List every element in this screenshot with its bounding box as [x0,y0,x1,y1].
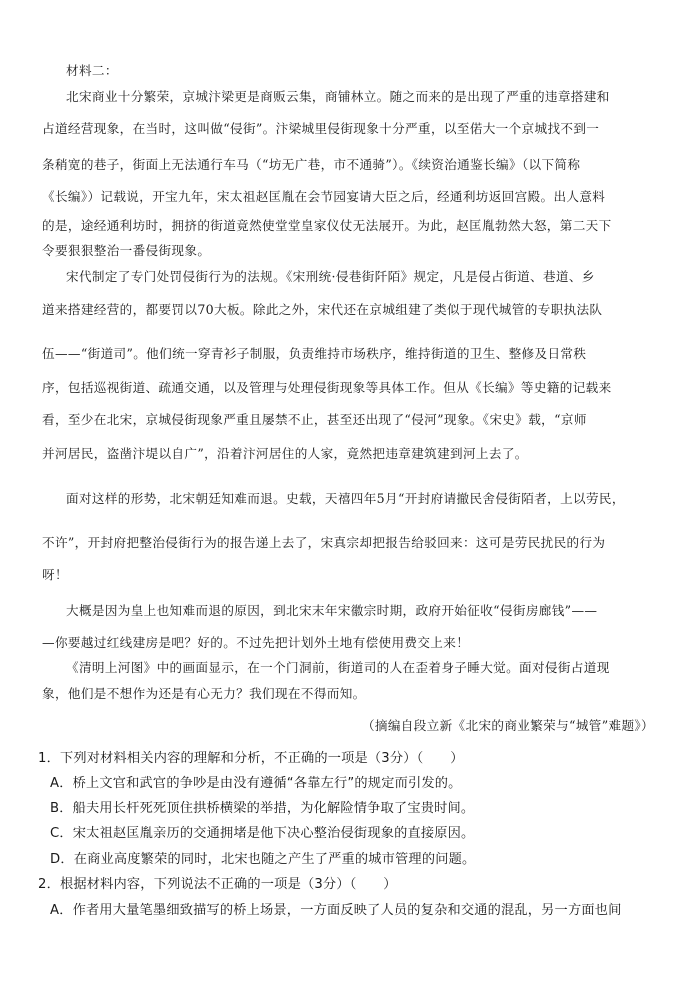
paragraph-2-line-6: 并河居民，盗凿汴堤以自广”，沿着汴河居住的人家，竟然把违章建筑建到河上去了。 [42,446,528,461]
paragraph-2-line-4: 序，包括巡视街道、疏通交通，以及管理与处理侵街现象等具体工作。但从《长编》等史籍的记载来 [42,380,612,395]
paragraph-1-line-4: 《长编》）记载说，开宝九年，宋太祖赵匡胤在会节园宴请大臣之后，经通利坊返回宫殿。出人意料 [42,189,606,204]
paragraph-2-line-3: 伍——“街道司”。他们统一穿青衫子制服，负责维持市场秩序，维持街道的卫生、整修及日常秩 [42,346,587,361]
paragraph-5-line-2: 象，他们是不想作为还是有心无力？我们现在不得而知。 [42,686,366,701]
paragraph-3-line-1: 面对这样的形势，北宋朝廷知难而退。史载，天禧四年5月“开封府请撤民舍侵街陌者，上以劳民， [66,491,625,506]
paragraph-3-line-2: 不许”，开封府把整治侵街行为的报告递上去了，宋真宗却把报告给驳回来：这可是劳民扰民的行为 [42,535,606,550]
material-label: 材料二： [66,63,118,78]
paragraph-1-line-6: 令要狠狠整治一番侵街现象。 [42,243,211,258]
question-1-option-c: C．宋太祖赵匡胤亲历的交通拥堵是他下决心整治侵街现象的直接原因。 [50,826,475,841]
question-1-option-d: D．在商业高度繁荣的同时，北宋也随之产生了严重的城市管理的问题。 [50,852,476,867]
paragraph-1-line-3: 条稍宽的巷子，街面上无法通行车马（“坊无广巷，市不通骑”）。《续资治通鉴长编》（以下简称 [42,157,581,172]
paragraph-4-line-2: —你要越过红线建房是吧？好的。不过先把计划外土地有偿使用费交上来！ [42,635,470,650]
question-1-stem: 1．下列对材料相关内容的理解和分析，不正确的一项是（3分）（ ） [38,751,464,766]
question-1-option-a: A．桥上文官和武官的争吵是由没有遵循“各靠左行”的规定而引发的。 [50,776,462,791]
question-2-stem: 2．根据材料内容，下列说法不正确的一项是（3分）（ ） [38,877,397,892]
paragraph-2-line-1: 宋代制定了专门处罚侵街行为的法规。《宋刑统·侵巷街阡陌》规定，凡是侵占街道、巷道、乡 [66,269,595,284]
paragraph-2-line-2: 道来搭建经营的，都要罚以70大板。除此之外，宋代还在京城组建了类似于现代城管的专职执法队 [42,302,603,317]
paragraph-1-line-2: 占道经营现象，在当时，这叫做“侵街”。汴梁城里侵街现象十分严重，以至偌大一个京城找不到一 [42,121,600,136]
paragraph-1-line-1: 北宋商业十分繁荣，京城汴梁更是商贩云集，商铺林立。随之而来的是出现了严重的违章搭建和 [66,89,610,104]
question-1-option-b: B．船夫用长杆死死顶住拱桥横梁的举措，为化解险情争取了宝贵时间。 [50,801,475,816]
paragraph-4-line-1: 大概是因为皇上也知难而退的原因，到北宋末年宋徽宗时期，政府开始征收“侵街房廊钱”—— [66,603,598,618]
source-note: （摘编自段立新《北宋的商业繁荣与“城管”难题》） [361,718,654,733]
paragraph-3-line-3: 呀！ [42,567,68,582]
question-2-option-a: A．作者用大量笔墨细致描写的桥上场景，一方面反映了人员的复杂和交通的混乱，另一方面也间 [50,903,622,918]
paragraph-5-line-1: 《清明上河图》中的画面显示，在一个门洞前，街道司的人在歪着身子睡大觉。面对侵街占道现 [66,660,610,675]
paragraph-1-line-5: 的是，途经通利坊时，拥挤的街道竟然使堂堂皇家仪仗无法展开。为此，赵匡胤勃然大怒，第二天下 [42,218,612,233]
paragraph-2-line-5: 看，至少在北宋，京城侵街现象严重且屡禁不止，甚至还出现了“侵河”现象。《宋史》载，“京师 [42,412,587,427]
